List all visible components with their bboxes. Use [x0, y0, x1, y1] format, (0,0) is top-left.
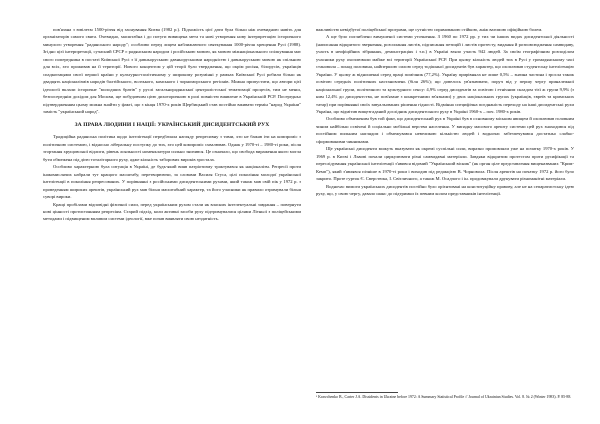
paragraph: Особливо обмеженим був той факт, що дисидентський рух в Україні був в основному міським явищем й охоплював головним чином найбільш освічені й соціально мобільні верстви населення. У випадку масового арешту системи цей рух знаходився під постійним пильним наглядом і обмежувався невеликою кількістю людей і водночас забезпечувався достатньо слабко-сформованими чинниками. — [316, 116, 574, 144]
paragraph: Кращі пробілами відповідні фізичної сили, перед українським рухом стали як власних інтелектуальні завдання – повернути нові цінності протистоянням репресіям. Старий підхід, коли активні засоби руху підтримувалися цілями Літньої з поліцейськими методами і підвищеним впливом системи ідеології, вже почав виявляти свою нездатність. — [43, 201, 301, 222]
left-column — [43, 26, 301, 223]
paragraph: пов'язана з ювілеєм 1500-річчя від заснування Києва (1982 р.). Підхожість цієї дати була більш ніж очевидною навіть для організаторів самого свята. Очевидно, масштабна і до потуги вивищена мета та нові утворення нову інтерпретацію історичного минулого утворення "радянського народу"; особливо перед лицем наближаючого святкування 1000-річчя хрещення Русі (1988). Згідно цієї інтерпретації, сучасний СРСР є радянським народом і російською мовою, як мовою міжнаціонального спілкування має свого попередника в постаті Київської Русі з її давньоруською давньоруськими народністю і давньоруською мовою як спільною для всіх, хто проживав на її території. Нового концептом у цій теорії було твердження, що окрім росіян, білорусів, українців спадкоємцями своєї першої країни у культурно-політичному у широкому розумінні у рамках Київської Русі робили більш як двадцять націоналізмів народів балтійського, волзького, камського і чорноморського регіонів. Можна припустити, що автори цієї ідеології вклали історичне "молодших братів" у руслі загальнорадянської централістської тематизації процесів, тим не менш, безпосереднім дохідом для Москви, ще побудовчим цією дихоторичною в ролі повністю виявлене в Українській РСР. Посередньо підтвердженням цьому можна знайти у факті, що з кінця 1970-х років Щербицький став постійно вживати термін "народ України" замість "український народ". — [43, 27, 301, 114]
paragraph: Ще українські дисиденти можуть вказувати як окремі суспільні сили, виразно промовляли уже на початку 1970-х років. У 1969 р. в Києві і Львові почали циркулювати різні самвидавні матеріали. Завдяки відкритим протестам проти русифікації та переслідування української інтелігенції з'явився відомий "Український вісник" (як орган ціле представлення вищеназваних "Крим-Кемп"), який з'являвся пізніше в 1970-ті роки і виходив під редакцією В. Чорновола. Після арештів на початку 1972 р. його було закрито. Проте гурток Є. Сверстюка, І. Світличного, а також М. Осадчого і ін. продовжували друкувати різноманітні матеріали. — [316, 146, 574, 182]
right-column — [316, 26, 574, 197]
paragraph: Особливо характерною була ситуація в Україні, де будь-який вияв патріотизму трактувався як націоналізм. Репресії проти інакомислячих набрали тут кращого масштабу, перетворюючи, за словами Василя Стуса, цілі покоління молодої української інтелігенції в покоління репресованих. У порівнянні з російськими дисидентськими рухами, який також мав свій пік у 1972 р. з проведенням широких арештів, український рух мав більш масштабний характер, та його учасники як правило отримували більш суворі вироки. — [43, 164, 301, 200]
footnote-divider — [316, 392, 398, 393]
paragraph: Традиційна радянська політика щодо інтелігенції передбачала нагляду репресивну з тими, хто не бажав іти на компроміс з політичною системою, і відносно ліберальну поступку до тих, хто цей компроміс схвалював. Однак у 1970-ті – 1980-ті роки, після згортання хрущовської відлиги, рівень лояльності номенклатури сильно знизився. Це означало, що свобода вираження якого могла бути обмежена під дією тоталітарного руху, адже кількість таборових вироків зростала. — [43, 134, 301, 162]
paragraph: важливістю невідбутої поліцейської програми, ще сутністю спрямованою стійкою, аніж вагомою офіційною болем. — [316, 27, 543, 32]
paragraph: А ще було поглиблено вимушеної системи уточнення. З 1960 по 1972 рр. у тих чи інших видах дисидентської діяльності (написання відкритого звернення, розсилання листів, підписання петицій і листів протесту, видання й розповсюдження самвидаву, участь в неофіційних зібраннях, демонстраціях і т.п.) в Україні взяло участь 942 людей. За своїм географічним розподілом учасники руху охоплювали майже всі території Української РСР. При цьому кількість людей тих в Русі у громадянському часі становила – понад половина, найпершою силою серед тодішньої дисидентів був характер, що охоплював студентську інтелігенцію України. У цьому ж відношенні серед праці помічник (77,2%). Україну прирівняла не лише 0,5% – значна частина і зросла також освітою середніх політичних настановлень (біля 26%); що довелось ув'язнювати, поруч від у першу чергу приналежної національної групи, політичного та культурного сенсу: 4,9% серед дисидентів за освітою і етнічним складом тієї ж групи 9,9% (з ним 12,4% до дисидентства, не пов'язане з конкретними зв'язками) у двох національних групах (українців, євреїв та кримських татар) при порівнянні своїх завуальованих рішення гідності. Відмінна специфічна поєднаність переходу на інші дисидентські рухи Україна, що відмітив вищезгаданий дослідник дисидентського руху в Україні 1960-х – поч. 1980-х років. — [316, 34, 574, 114]
footnote: ¹ Krawchenko B., Carter J.A. Dissidents in Ukraine before 1972: A Summary Statistical Profile // Journal of Ukrainian Studies. Vol. 8. № 2 (Winter 1983). P. 85-88. — [316, 395, 572, 399]
paragraph: Водночас вимоги українських дисидентів постійно було орієнтовані на конституційну правову, але не на сепаратистську ідею руху, що, у свою чергу, давало шанс до підтримки їх певним колом представників інтелігенції. — [316, 183, 574, 196]
section-heading: ЗА ПРАВА ЛЮДИНИ І НАЦІЇ: УКРАЇНСЬКИЙ ДИСИДЕНТСЬКИЙ РУХ — [74, 122, 270, 129]
